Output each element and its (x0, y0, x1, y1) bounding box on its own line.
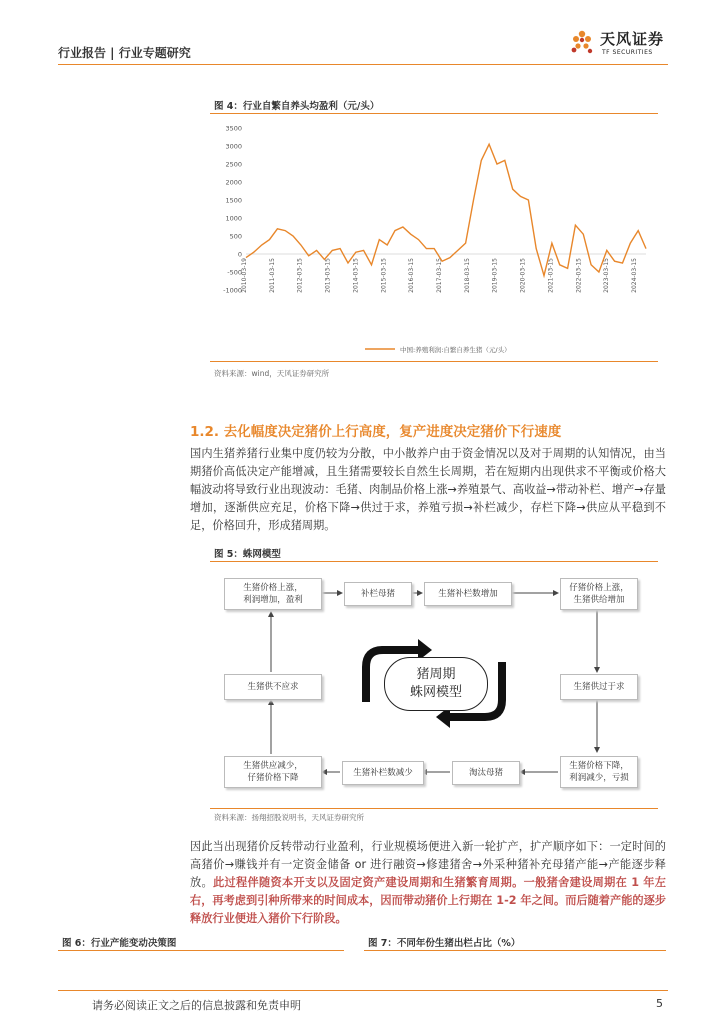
x-tick-label: 2011-03-15 (268, 258, 276, 293)
figure-4-line-chart (210, 116, 660, 360)
figure-5-bottom-rule (210, 808, 658, 809)
box-price-rise-profit: 生猪价格上涨， 利润增加，盈利 (224, 578, 322, 610)
x-tick-label: 2020-03-15 (519, 258, 527, 293)
box-restock-decrease: 生猪补栏数减少 (342, 761, 424, 785)
logo-text-en: TF SECURITIES (602, 49, 653, 56)
y-tick-label: 2500 (225, 160, 242, 169)
figure-4-bottom-rule (210, 361, 658, 362)
body-paragraph-1: 国内生猪养猪行业集中度仍较为分散，中小散养户由于资金情况以及对于周期的认知情况，由当期猪价高低决定产能增减，且生猪需要较长自然生长周期，若在短期内出现供求不平衡或价格大幅波动将导致行业出现波动：毛猪、肉制品价格上涨→养殖景气、高收益→带动补栏、增产→存量增加，逐渐供应充足，价格下降→供过于求，养殖亏损→补栏减少，存栏下降→供应从平稳到不足，价格回升，形成猪周期。 (190, 447, 666, 532)
y-tick-label: 0 (237, 250, 242, 259)
footer-disclaimer: 请务必阅读正文之后的信息披露和免责申明 (92, 999, 301, 1012)
x-tick-label: 2017-03-15 (436, 258, 443, 293)
box-price-fall-loss: 生猪价格下降， 利润减少，亏损 (560, 756, 638, 788)
y-tick-label: -1000 (223, 286, 242, 295)
x-tick-label: 2015-03-15 (380, 258, 388, 293)
x-tick-label: 2021-03-15 (547, 258, 555, 293)
x-tick-label: 2013-03-15 (324, 258, 332, 293)
para2-highlight-2: 一般猪舍建设周期在 1 年左右，再考虑到引种所带来的时间成本，因而带动猪价上行期在 1-2 年之间。而后随着产能的逐步释放行业便进入猪价下行阶段。 (190, 876, 666, 925)
profit-series-line (246, 144, 646, 275)
logo-text-cn: 天风证券 (600, 30, 665, 48)
box-restock-increase: 生猪补栏数增加 (424, 582, 512, 606)
x-tick-label: 2016-03-15 (408, 258, 416, 293)
body-paragraph-2 (190, 838, 666, 928)
x-tick-label: 2018-03-15 (463, 258, 471, 293)
box-restock-sows: 补栏母猪 (344, 582, 412, 606)
box-cull-sows: 淘汰母猪 (452, 761, 520, 785)
figure-7-title: 图 7：不同年份生猪出栏占比（%） (368, 938, 521, 949)
figure-5-title: 图 5：蛛网模型 (214, 549, 281, 560)
y-tick-label: 3000 (225, 142, 242, 151)
legend-label: 中国:养殖利润:自繁自养生猪（元/头） (400, 346, 511, 354)
figure-4-top-rule (210, 113, 658, 114)
page-number: 5 (656, 997, 663, 1010)
section-heading: 1.2. 去化幅度决定猪价上行高度，复产进度决定猪价下行速度 (190, 424, 562, 440)
report-header-title: 行业报告 | 行业专题研究 (58, 46, 191, 60)
cobweb-diagram (210, 562, 658, 806)
para2-normal: 因此当出现猪价反转带动行业盈利，行业规模场便进入新一轮扩产，扩产顺序如下：一定时间的高猪价→赚钱并有一定资金储备 or 进行融资→修建猪舍→外采种猪补充母猪产能→产能逐步释放。 (190, 840, 666, 889)
y-tick-label: 1000 (225, 214, 242, 223)
box-oversupply: 生猪供过于求 (560, 674, 638, 700)
y-tick-label: 500 (229, 232, 242, 241)
figure-7-rule (364, 950, 666, 951)
footer-divider (58, 990, 668, 991)
x-tick-label: 2022-03-15 (575, 258, 583, 293)
y-tick-label: 2000 (225, 178, 242, 187)
cycle-center-label: 猪周期 蛛网模型 (384, 657, 488, 711)
figure-5-source: 资料来源：扬翔招股说明书，天风证券研究所 (214, 813, 364, 822)
y-tick-label: 3500 (225, 124, 242, 133)
x-tick-label: 2024-03-15 (631, 258, 638, 293)
x-tick-label: 2019-03-15 (491, 258, 499, 293)
y-tick-label: -500 (227, 268, 242, 277)
figure-6-rule (58, 950, 344, 951)
box-supply-decrease: 生猪供应减少， 仔猪价格下降 (224, 756, 322, 788)
x-tick-label: 2010-03-19 (241, 258, 248, 293)
y-tick-label: 1500 (225, 196, 242, 205)
figure-4-title: 图 4：行业自繁自养头均盈利（元/头） (214, 101, 380, 112)
header-divider (58, 64, 668, 65)
box-undersupply: 生猪供不应求 (224, 674, 322, 700)
x-tick-label: 2012-03-15 (296, 258, 304, 293)
para2-highlight-1: 此过程伴随资本开支以及固定资产建设周期和生猪繁育周期。 (213, 876, 524, 889)
figure-6-title: 图 6：行业产能变动决策图 (62, 938, 177, 949)
box-piglet-price-rise: 仔猪价格上涨， 生猪供给增加 (560, 578, 638, 610)
x-tick-label: 2023-03-15 (603, 258, 611, 293)
x-tick-label: 2014-03-15 (352, 258, 360, 293)
figure-4-source: 资料来源：wind，天风证券研究所 (214, 369, 330, 378)
